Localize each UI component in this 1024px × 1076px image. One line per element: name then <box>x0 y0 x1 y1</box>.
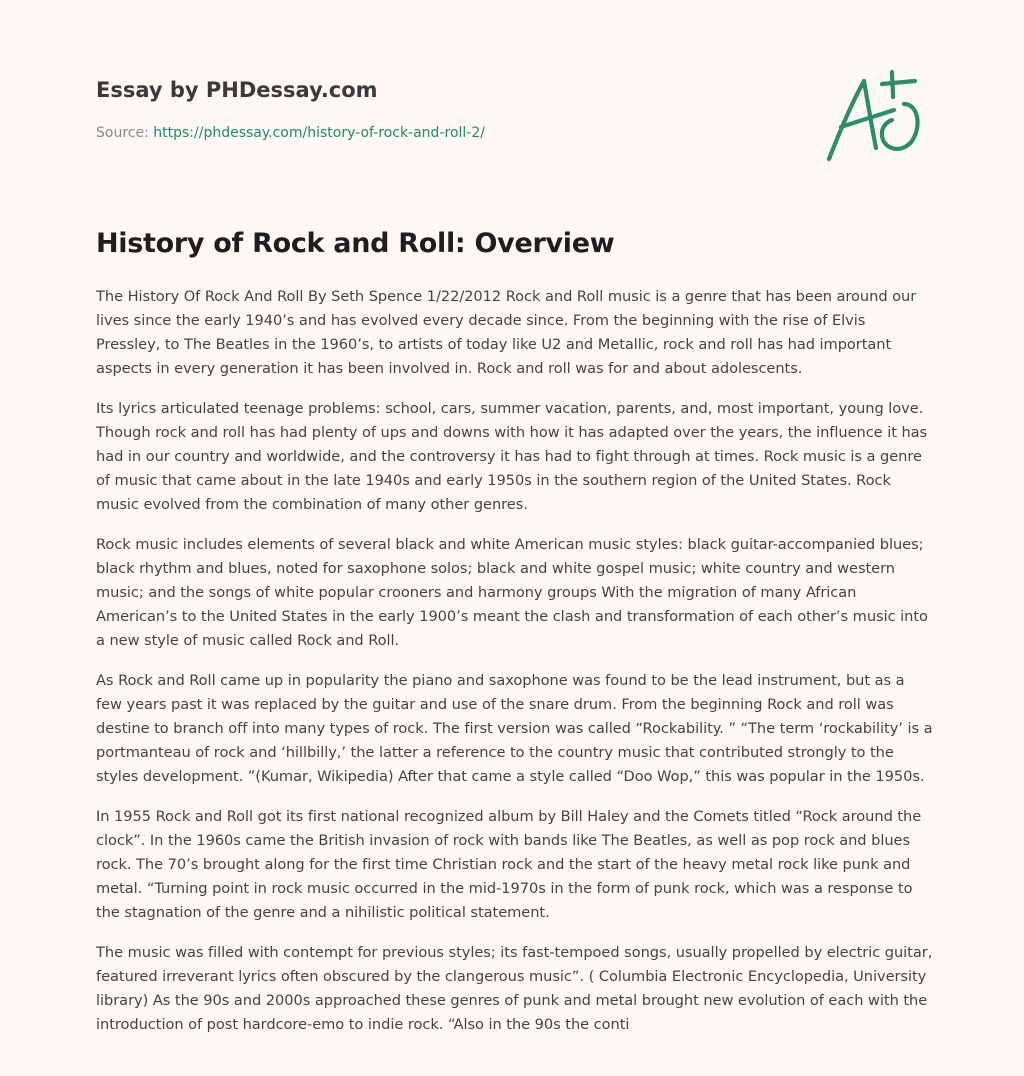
document-title: History of Rock and Roll: Overview <box>96 228 615 259</box>
source-label: Source: <box>96 125 154 141</box>
paragraph: In 1955 Rock and Roll got its first national recognized album by Bill Haley and the Comets titled “Rock around the clock”. In the 1960s came the British invasion of rock with bands like The Beatles, as well as pop rock and blues rock. The 70’s brought along for the first time Christian rock and the start of the heavy metal rock like punk and metal. “Turning point in rock music occurred in the mid-1970s in the form of punk rock, which was a response to the stagnation of the genre and a nihilistic political statement. <box>96 808 922 921</box>
source-link[interactable]: https://phdessay.com/history-of-rock-and-roll-2/ <box>153 125 485 141</box>
paragraph: The History Of Rock And Roll By Seth Spence 1/22/2012 Rock and Roll music is a genre that has been around our lives since the early 1940’s and has evolved every decade since. From the beginning with the rise of Elvis Pressley, to The Beatles in the 1960’s, to artists of today like U2 and Metallic, rock and roll has had important aspects in every generation it has been involved in. Rock and roll was for and about adolescents. <box>96 288 917 377</box>
a-plus-grade-icon <box>822 64 932 168</box>
paragraph: As Rock and Roll came up in popularity the piano and saxophone was found to be the lead instrument, but as a few years past it was replaced by the guitar and use of the snare drum. From the beginning Rock and roll was destine to branch off into many types of rock. The first version was called “Rockability. ” “The term ‘rockability’ is a portmanteau of rock and ‘hillbilly,’ the latter a reference to the country music that contributed strongly to the styles development. ”(Kumar, Wikipedia) After that came a style called “Doo Wop,” this was popular in the 1950s. <box>96 672 933 785</box>
source-line <box>96 123 796 143</box>
essay-body <box>96 285 934 1053</box>
paragraph: The music was filled with contempt for previous styles; its fast-tempoed songs, usually propelled by electric guitar, featured irreverant lyrics often obscured by the clangerous music”. ( Columbia Electronic Encyclopedia, University library) As the 90s and 2000s approached these genres of punk and metal brought new evolution of each with the introduction of post hardcore-emo to indie rock. “Also in the 90s the conti <box>96 944 933 1033</box>
paragraph: Its lyrics articulated teenage problems: school, cars, summer vacation, parents, and, most important, young love. Though rock and roll has had plenty of ups and downs with how it has adapted over the years, the influence it has had in our country and worldwide, and the controversy it has had to fight through at times. Rock music is a genre of music that came about in the late 1940s and early 1950s in the southern region of the United States. Rock music evolved from the combination of many other genres. <box>96 400 928 513</box>
page-header <box>96 76 796 143</box>
site-title: Essay by PHDessay.com <box>96 78 378 102</box>
paragraph: Rock music includes elements of several black and white American music styles: black guitar-accompanied blues; black rhythm and blues, noted for saxophone solos; black and white gospel music; white country and western music; and the songs of white popular crooners and harmony groups With the migration of many African American’s to the United States in the early 1900’s meant the clash and transformation of each other’s music into a new style of music called Rock and Roll. <box>96 536 928 649</box>
